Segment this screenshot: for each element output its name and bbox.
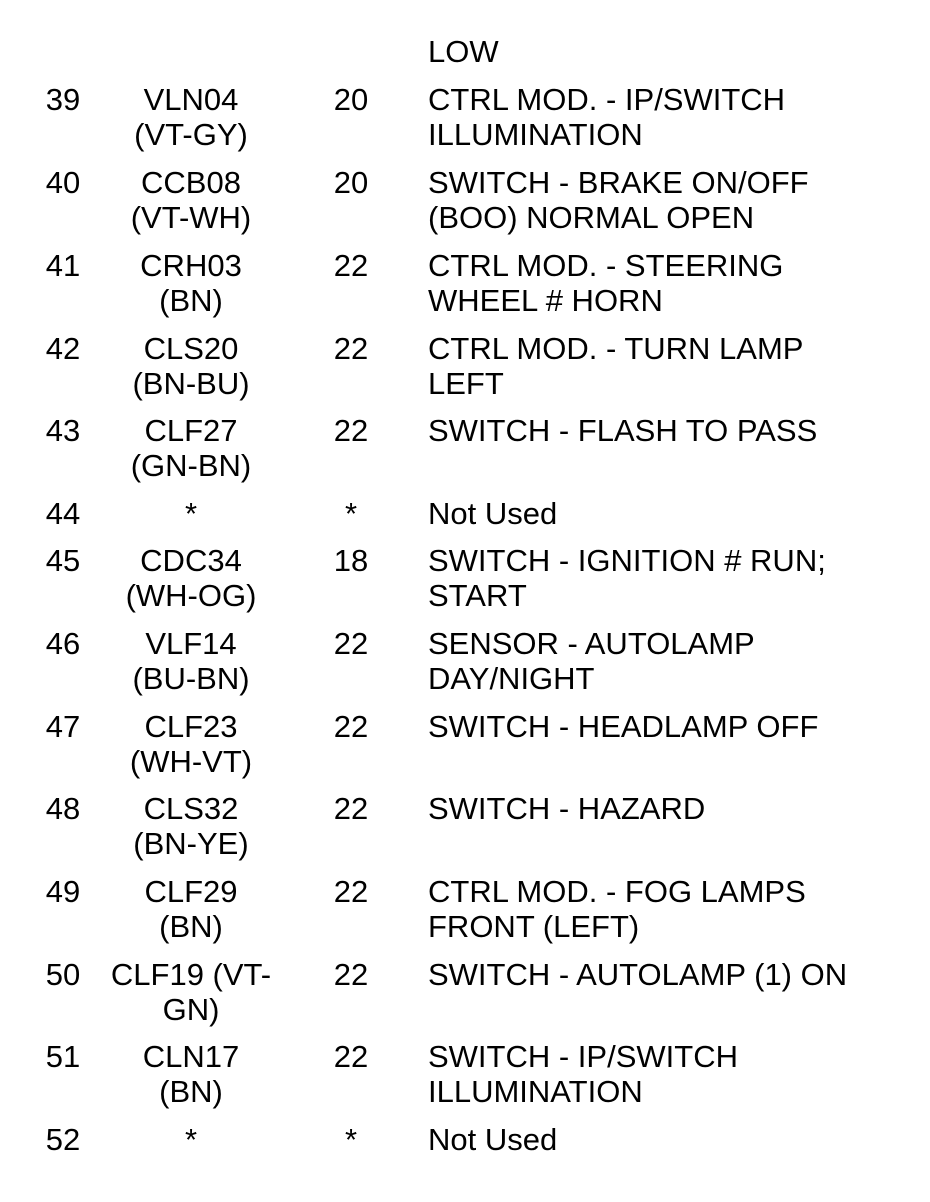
row-40	[0, 165, 930, 245]
pin-number: 39	[45, 82, 81, 117]
wire-color: (BN-BU)	[132, 366, 250, 401]
wire-gauge: 22	[333, 626, 369, 661]
pin-number: 49	[45, 874, 81, 909]
circuit-code: CLS20	[143, 331, 239, 366]
function-line-2: ILLUMINATION	[428, 1074, 643, 1109]
wire-color: (BN)	[159, 283, 223, 318]
circuit-function	[428, 1122, 928, 1157]
function-line-1: SWITCH - IGNITION # RUN;	[428, 543, 826, 578]
function-line-1: SWITCH - IP/SWITCH	[428, 1039, 738, 1074]
circuit-function	[428, 791, 928, 826]
function-line-2: WHEEL # HORN	[428, 283, 663, 318]
circuit-function	[428, 957, 928, 992]
circuit-code: CRH03	[140, 248, 242, 283]
circuit-function	[428, 331, 928, 401]
circuit	[101, 543, 281, 613]
circuit-code: CCB08	[141, 165, 241, 200]
function-line-1: CTRL MOD. - IP/SWITCH	[428, 82, 786, 117]
circuit-function	[428, 413, 928, 448]
wire-gauge: 22	[333, 331, 369, 366]
circuit-code: VLF14	[145, 626, 237, 661]
pin-number: 44	[45, 496, 81, 531]
circuit	[101, 165, 281, 235]
circuit-function	[428, 874, 928, 944]
wire-color: (GN-BN)	[130, 448, 252, 483]
circuit-code: CDC34	[140, 543, 242, 578]
pin-number: 43	[45, 413, 81, 448]
circuit	[101, 82, 281, 152]
circuit-code: CLF27	[144, 413, 238, 448]
row-39	[0, 82, 930, 162]
circuit	[101, 1122, 281, 1157]
wire-gauge: *	[344, 496, 358, 531]
circuit	[101, 791, 281, 861]
function-line-1: SWITCH - BRAKE ON/OFF	[428, 165, 809, 200]
wire-color: (VT-GY)	[134, 117, 248, 152]
row-42	[0, 331, 930, 411]
wire-gauge: 18	[333, 543, 369, 578]
function-line-1: SWITCH - HEADLAMP OFF	[428, 709, 819, 744]
circuit-function	[428, 165, 928, 235]
pin-number: 51	[45, 1039, 81, 1074]
pin-number: 40	[45, 165, 81, 200]
wire-gauge: 22	[333, 874, 369, 909]
row-46	[0, 626, 930, 706]
wire-gauge: 22	[333, 413, 369, 448]
circuit-code: *	[184, 1122, 198, 1157]
circuit-function	[428, 543, 928, 613]
wire-color: (WH-VT)	[129, 744, 253, 779]
circuit-function	[428, 496, 928, 531]
pin-number: 52	[45, 1122, 81, 1157]
pin-number: 50	[45, 957, 81, 992]
circuit-function	[428, 82, 928, 152]
circuit-function	[428, 248, 928, 318]
function-line-2: FRONT (LEFT)	[428, 909, 640, 944]
wire-color: (BU-BN)	[132, 661, 250, 696]
circuit	[101, 1039, 281, 1109]
circuit-code: CLF29	[144, 874, 238, 909]
function-line-1: CTRL MOD. - STEERING	[428, 248, 784, 283]
pin-number: 42	[45, 331, 81, 366]
wire-color: GN)	[162, 992, 220, 1027]
pin-number: 47	[45, 709, 81, 744]
wire-gauge: 20	[333, 82, 369, 117]
continued-function-text: LOW	[428, 34, 499, 69]
wire-gauge: 22	[333, 791, 369, 826]
row-51	[0, 1039, 930, 1119]
wire-gauge: 22	[333, 957, 369, 992]
row-41	[0, 248, 930, 328]
wire-gauge: 20	[333, 165, 369, 200]
circuit-code: CLF23	[144, 709, 238, 744]
function-line-2: START	[428, 578, 527, 613]
circuit-function	[428, 1039, 928, 1109]
wire-gauge: 22	[333, 1039, 369, 1074]
function-line-2: (BOO) NORMAL OPEN	[428, 200, 755, 235]
pin-number: 46	[45, 626, 81, 661]
wire-color: (BN)	[159, 1074, 223, 1109]
circuit-code: CLN17	[142, 1039, 240, 1074]
function-line-1: SWITCH - AUTOLAMP (1) ON	[428, 957, 848, 992]
row-47	[0, 709, 930, 789]
function-line-2: DAY/NIGHT	[428, 661, 595, 696]
wire-gauge: *	[344, 1122, 358, 1157]
circuit-code: CLS32	[143, 791, 239, 826]
function-line-1: CTRL MOD. - TURN LAMP	[428, 331, 804, 366]
wire-gauge: 22	[333, 709, 369, 744]
function-line-2: LEFT	[428, 366, 504, 401]
function-line-1: Not Used	[428, 496, 558, 531]
function-line-2: ILLUMINATION	[428, 117, 643, 152]
circuit-function	[428, 709, 928, 744]
circuit	[101, 331, 281, 401]
circuit-code: *	[184, 496, 198, 531]
function-line-1: SENSOR - AUTOLAMP	[428, 626, 755, 661]
row-48	[0, 791, 930, 871]
row-49	[0, 874, 930, 954]
circuit-code: CLF19 (VT-	[110, 957, 272, 992]
pin-number: 41	[45, 248, 81, 283]
wire-color: (VT-WH)	[130, 200, 252, 235]
circuit	[101, 248, 281, 318]
circuit	[101, 957, 281, 1027]
circuit-function	[428, 626, 928, 696]
row-45	[0, 543, 930, 623]
row-52	[0, 1122, 930, 1202]
circuit	[101, 496, 281, 531]
pin-number: 48	[45, 791, 81, 826]
row-43	[0, 413, 930, 493]
wire-color: (BN)	[159, 909, 223, 944]
circuit	[101, 626, 281, 696]
wire-gauge: 22	[333, 248, 369, 283]
function-line-1: Not Used	[428, 1122, 558, 1157]
pin-number: 45	[45, 543, 81, 578]
circuit	[101, 874, 281, 944]
function-line-1: SWITCH - HAZARD	[428, 791, 706, 826]
wire-color: (WH-OG)	[125, 578, 257, 613]
function-line-1: SWITCH - FLASH TO PASS	[428, 413, 818, 448]
circuit	[101, 413, 281, 483]
function-line-1: CTRL MOD. - FOG LAMPS	[428, 874, 806, 909]
row-50	[0, 957, 930, 1037]
circuit	[101, 709, 281, 779]
wire-color: (BN-YE)	[133, 826, 249, 861]
circuit-code: VLN04	[143, 82, 239, 117]
